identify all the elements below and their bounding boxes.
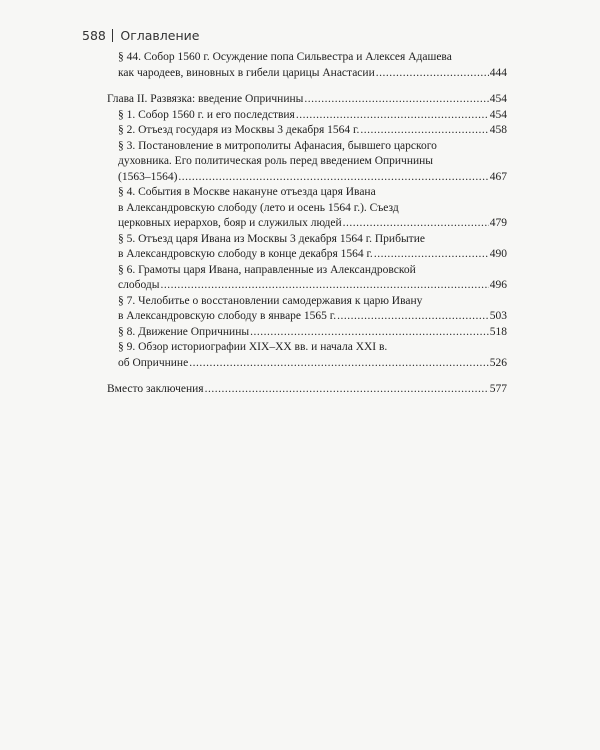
toc-entry-text: как чародеев, виновных в гибели царицы Анастасии <box>118 66 375 79</box>
toc-entry-text: § 8. Движение Опричнины <box>118 325 250 338</box>
toc-entry <box>107 232 507 263</box>
toc-entry-text: § 5. Отъезд царя Ивана из Москвы 3 декабря 1564 г. Прибытие <box>118 232 425 245</box>
toc-leader-dots <box>337 309 489 325</box>
toc-page-number: 444 <box>489 66 507 79</box>
toc-leader-dots <box>343 216 489 232</box>
toc-entry-text: в Александровскую слободу в конце декабря 1564 г. <box>118 248 373 260</box>
toc-page-number: 526 <box>489 356 507 369</box>
toc-entry <box>107 325 507 341</box>
toc-page-number: 503 <box>489 310 507 322</box>
toc-leader-dots <box>178 170 488 186</box>
toc-leader-dots <box>296 108 489 124</box>
toc-entry-text: § 4. События в Москве накануне отъезда царя Ивана <box>118 186 376 198</box>
toc-page-number: 454 <box>489 93 507 105</box>
toc-leader-dots <box>189 356 489 372</box>
toc-entry-conclusion <box>107 382 507 398</box>
toc-entry <box>107 263 507 294</box>
toc-leader-dots <box>160 278 488 294</box>
toc-entry-text: Глава II. Развязка: введение Опричнины <box>107 93 304 105</box>
toc-entry-text: § 9. Обзор историографии XIX–XX вв. и начала XXI в. <box>118 341 388 353</box>
toc-leader-dots <box>250 325 489 341</box>
toc-leader-dots <box>205 382 489 398</box>
running-header <box>82 28 199 43</box>
section-title: Оглавление <box>120 28 200 43</box>
toc-page-number: 467 <box>489 170 507 183</box>
toc-entry-text: § 3. Постановление в митрополиты Афанасия, бывшего царского <box>118 139 437 152</box>
toc-entry-text: § 44. Собор 1560 г. Осуждение попа Сильвестра и Алексея Адашева <box>118 51 452 63</box>
toc-page-number: 496 <box>489 279 507 291</box>
header-separator <box>112 29 114 42</box>
toc-entry-text: Вместо заключения <box>107 383 204 395</box>
toc-leader-dots <box>374 247 489 263</box>
toc-page-number: 479 <box>489 217 507 229</box>
toc-entry-text: духовника. Его политическая роль перед введением Опричнины <box>118 155 434 167</box>
toc-entry-text: в Александровскую слободу (лето и осень 1564 г.). Съезд <box>118 201 399 214</box>
toc-page-number: 490 <box>489 248 507 260</box>
toc-entry <box>107 108 507 124</box>
toc-entry-text: в Александровскую слободу в январе 1565 г. <box>118 310 337 322</box>
toc-entry-text: § 2. Отъезд государя из Москвы 3 декабря 1564 г. <box>118 124 360 136</box>
toc-entry-text: § 1. Собор 1560 г. и его последствия <box>118 108 295 121</box>
toc-entry <box>107 340 507 371</box>
toc-entry-text: об Опричнине <box>118 356 189 369</box>
toc-entry <box>107 50 507 81</box>
page-number: 588 <box>82 28 106 43</box>
toc-leader-dots <box>376 66 489 82</box>
toc-entry <box>107 123 507 139</box>
toc-entry <box>107 185 507 232</box>
toc-page-number: 577 <box>489 383 507 395</box>
toc-leader-dots <box>360 123 488 139</box>
toc-page-number: 454 <box>489 108 507 121</box>
toc-entry-text: слободы <box>118 279 160 291</box>
toc-entry-text: (1563–1564) <box>118 170 178 183</box>
toc-entry <box>107 294 507 325</box>
toc-page-number: 458 <box>489 124 507 136</box>
toc-entry-chapter <box>107 92 507 108</box>
table-of-contents <box>107 50 507 398</box>
toc-leader-dots <box>304 92 488 108</box>
toc-page-number: 518 <box>489 325 507 338</box>
toc-entry <box>107 139 507 186</box>
toc-entry-text: церковных иерархов, бояр и служилых людей <box>118 217 342 229</box>
toc-entry-text: § 6. Грамоты царя Ивана, направленные из Александровской <box>118 263 416 276</box>
toc-entry-text: § 7. Челобитье о восстановлении самодержавия к царю Ивану <box>118 294 423 307</box>
